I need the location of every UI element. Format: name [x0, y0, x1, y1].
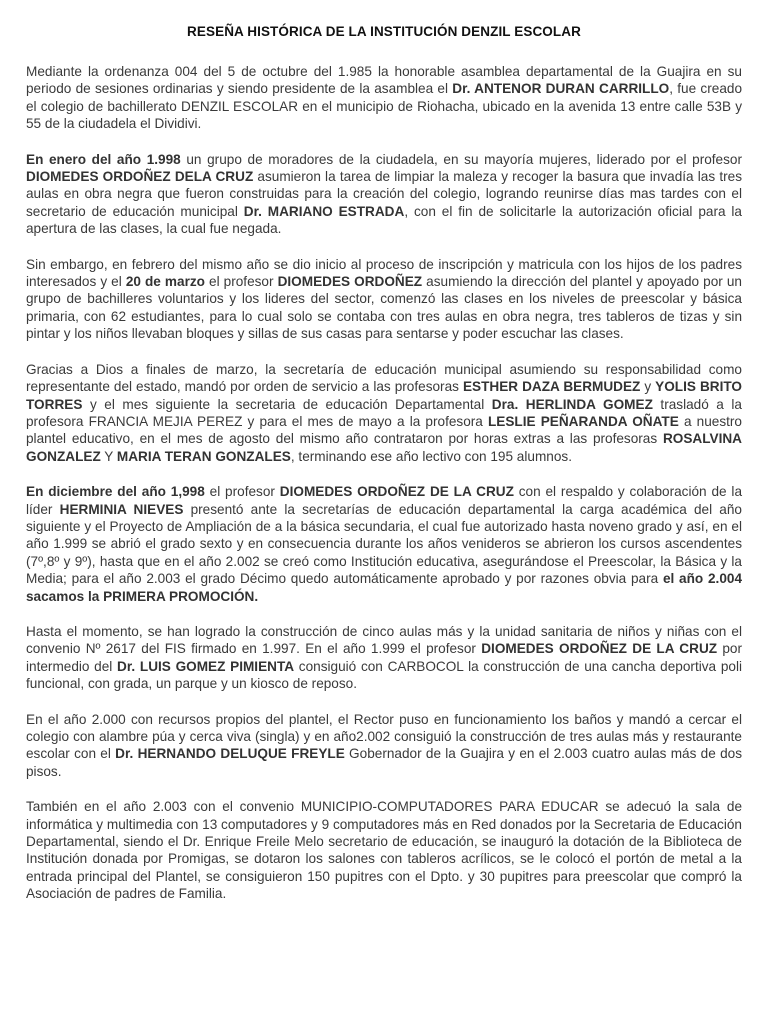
text-run: También en el año 2.003 con el convenio MUNICIPIO-COMPUTADORES PARA EDUCAR se adecuó la sala de informática y multimedia con 13 computadores y 9 computadores más en Red donados por la Secretaria de Educación Departamental, siendo el Dr. Enrique Freile Melo secretario de educación, se inauguró la dotación de la Biblioteca de Institución donada por Promigas, se dotaron los salones con tableros acrílicos, se le colocó el portón de metal a la entrada principal del Plantel, se consiguieron 150 pupitres con el Dpto. y 30 pupitres para preescolar que compró la Asociación de padres de Familia.	[26, 799, 742, 902]
text-run: el profesor	[204, 274, 278, 290]
text-run: Gracias a Dios a finales de marzo, la secretaría de educación municipal asumiendo su responsabilidad como representante del estado, mandó por orden de servicio a las profesoras	[26, 361, 742, 395]
paragraph-6	[26, 623, 742, 693]
bold-text: 20 de marzo	[125, 274, 205, 290]
paragraph-1	[26, 63, 742, 133]
paragraph-8	[26, 798, 742, 902]
bold-text: YOLIS BRITO TORRES	[26, 379, 742, 412]
text-run: un grupo de moradores de la ciudadela, en su mayoría mujeres, liderado por el profesor	[180, 151, 742, 167]
bold-text: DIOMEDES ORDOÑEZ DE LA CRUZ	[279, 484, 514, 500]
text-run: y	[640, 379, 656, 395]
paragraph-2	[26, 151, 742, 238]
paragraph-4	[26, 361, 742, 465]
bold-text: En diciembre del año 1,998	[26, 484, 205, 500]
bold-text: MARIA TERAN GONZALES	[116, 448, 291, 464]
text-run: a nuestro plantel educativo, en el mes de agosto del mismo año contrataron por horas extras a las profesoras	[26, 413, 742, 447]
text-run: con el respaldo y colaboración de la líder	[26, 484, 743, 517]
text-run: Hasta el momento, se han logrado la construcción de cinco aulas más y la unidad sanitaria de niños y niñas con el convenio Nº 2617 del FIS firmado en 1.997. En el año 1.999 el profesor	[26, 623, 742, 657]
paragraph-3	[26, 256, 742, 343]
text-run: Gobernador de la Guajira y en el 2.003 cuatro aulas más de dos pisos.	[26, 746, 743, 779]
bold-text: HERMINIA NIEVES	[59, 501, 184, 517]
text-run: asumiendo la dirección del plantel y apoyado por un grupo de bachilleres voluntarios y los lideres del sector, comenzó las clases en los niveles de preescolar y básica primaria, con 62 estudiantes, para lo cual solo se contaba con tres aulas en obra negra, tres tableros de tizas y sin pintar y los niños llevaban bloques y sillas de sus casas para sentarse y poder escuchar las clases.	[26, 274, 742, 342]
text-run: asumieron la tarea de limpiar la maleza y recoger la basura que invadía las tres aulas en obra negra que fueron construidas para la creación del colegio, logrando reunirse días mas tardes con el secretario de educación municipal	[26, 169, 742, 219]
bold-text: DIOMEDES ORDOÑEZ DELA CRUZ	[26, 169, 254, 185]
text-run: , terminando ese año lectivo con 195 alumnos.	[290, 448, 572, 464]
text-run: , fue creado el colegio de bachillerato DENZIL ESCOLAR en el municipio de Riohacha, ubicado en la avenida 13 entre calle 53B y 55 de la ciudadela el Dividivi.	[26, 81, 743, 132]
bold-text: Dr. LUIS GOMEZ PIMIENTA	[117, 658, 295, 674]
bold-text: ESTHER DAZA BERMUDEZ	[462, 379, 641, 395]
bold-text: DIOMEDES ORDOÑEZ	[277, 274, 423, 290]
text-run: Y	[100, 448, 117, 464]
bold-text: el año 2.004 sacamos la PRIMERA PROMOCIÓN.	[26, 571, 742, 604]
text-run: consiguió con CARBOCOL la construcción de una cancha deportiva poli funcional, con grada, un parque y un kiosco de reposo.	[26, 658, 742, 692]
bold-text: ROSALVINA GONZALEZ	[26, 431, 742, 464]
text-run: trasladó a la profesora FRANCIA MEJIA PEREZ y para el mes de mayo a la profesora	[26, 396, 742, 429]
text-run: el profesor	[204, 484, 280, 500]
bold-text: Dra. HERLINDA GOMEZ	[491, 396, 653, 412]
bold-text: Dr. ANTENOR DURAN CARRILLO	[452, 81, 670, 97]
text-run: Sin embargo, en febrero del mismo año se dio inicio al proceso de inscripción y matricula con los hijos de los padres interesados y el	[26, 256, 742, 290]
text-run: En el año 2.000 con recursos propios del plantel, el Rector puso en funcionamiento los baños y mandó a cercar el colegio con alambre púa y cerca viva (singla) y en año2.002 consiguió la construcción de tres aulas más y restaurante escolar con el	[26, 711, 742, 762]
paragraph-7	[26, 711, 742, 781]
bold-text: LESLIE PEÑARANDA OÑATE	[488, 413, 679, 429]
document-title: RESEÑA HISTÓRICA DE LA INSTITUCIÓN DENZIL ESCOLAR	[187, 24, 581, 39]
text-run: presentó ante la secretarías de educación departamental la carga académica del año siguiente y el Proyecto de Ampliación de a la básica secundaria, el cual fue autorizado hasta noveno grado y así, en el año 1.999 se abrió el grado sexto y en consecuencia durante los años venideros se abrieron los cursos ascendentes (7º,8º y 9º), hasta que en el año 2.002 se creó como Institución educativa, asegurándose el Preescolar, la Básica y la Media; para el año 2.003 el grado Décimo quedo automáticamente aprobado y por razones obvia para	[26, 501, 742, 587]
text-run: por intermedio del	[26, 641, 742, 674]
text-run: y el mes siguiente la secretaria de educación Departamental	[82, 396, 492, 412]
text-run: , con el fin de solicitarle la autorización oficial para la apertura de las clases, la cual fue negada.	[26, 203, 742, 237]
text-run: Mediante la ordenanza 004 del 5 de octubre del 1.985 la honorable asamblea departamental de la Guajira en su periodo de sesiones ordinarias y siendo presidente de la asamblea el	[26, 64, 742, 97]
bold-text: Dr. MARIANO ESTRADA	[243, 203, 405, 219]
bold-text: DIOMEDES ORDOÑEZ DE LA CRUZ	[481, 641, 718, 657]
bold-text: En enero del año 1.998	[26, 151, 181, 167]
paragraph-5	[26, 483, 742, 605]
bold-text: Dr. HERNANDO DELUQUE FREYLE	[115, 746, 345, 762]
